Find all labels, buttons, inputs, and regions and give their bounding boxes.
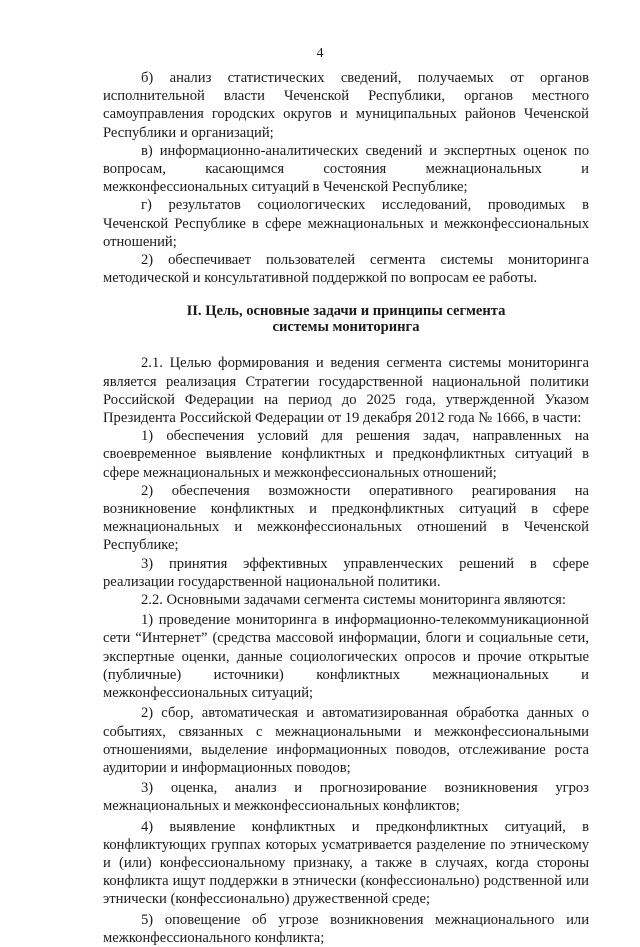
paragraph-2-2: 2.2. Основными задачами сегмента системы мониторинга являются: (141, 592, 566, 609)
paragraph-2-1-item-2: 2) обеспечения возможности оперативного реагирования на возникновение конфликтных и предконфликтных ситуаций в сфере межнациональных и межконфессиональных отношений в Чеченской Республике; (103, 482, 589, 554)
paragraph-2-2-item-5: 5) оповещение об угрозе возникновения межнационального или межконфессионального конфликта; (103, 911, 589, 946)
paragraph-item-v: в) информационно-аналитических сведений и экспертных оценок по вопросам, касающимся состояния межнациональных и межконфессиональных ситуаций в Чеченской Республике; (103, 142, 589, 196)
paragraph-item-b: б) анализ статистических сведений, получаемых от органов исполнительной власти Чеченской Республики, органов местного самоуправления городских округов и муниципальных районов Чеченской Республики и организаций; (103, 70, 589, 141)
paragraph-item-g: г) результатов социологических исследований, проводимых в Чеченской Республике в сфере межнациональных и межконфессиональных отношений; (103, 197, 589, 250)
section-heading-line-2: системы мониторинга (272, 319, 420, 336)
paragraph-2-1-item-1: 1) обеспечения условий для решения задач, направленных на своевременное выявление конфликтных и предконфликтных ситуаций в сфере межнациональных и межконфессиональных отношений; (103, 428, 589, 481)
paragraph-2-2-item-4: 4) выявление конфликтных и предконфликтных ситуаций, в конфликтующих группах которых усматривается разделение по этническому и (или) конфессиональному признаку, а также в случаях, когда стороны конфликта ищут поддержки в этнически (конфессионально) родственной или этнически (конфессионально) дружественной среде; (103, 818, 589, 908)
paragraph-2-1: 2.1. Целью формирования и ведения сегмента системы мониторинга является реализация Стратегии государственной национальной политики Российской Федерации на период до 2025 года, утвержденной Указом Президента Российской Федерации от 19 декабря 2012 года № 1666, в части: (103, 355, 589, 427)
page-number: 4 (316, 46, 324, 61)
paragraph-2-2-item-2: 2) сбор, автоматическая и автоматизированная обработка данных о событиях, связанных с межнациональными и межконфессиональными отношениями, выделение информационных поводов, отслеживание роста аудитории и информационных поводов; (103, 705, 589, 776)
paragraph-2-2-item-1: 1) проведение мониторинга в информационно-телекоммуникационной сети “Интернет” (средства массовой информации, блоги и социальные сети, экспертные оценки, данные социологических опросов и прочие открытые (публичные) источники) конфликтных межнациональных и межконфессиональных ситуаций; (103, 612, 589, 702)
paragraph-item-2: 2) обеспечивает пользователей сегмента системы мониторинга методической и консультативной поддержкой по вопросам ее работы. (103, 252, 589, 287)
document-body (103, 69, 589, 947)
section-heading (103, 303, 589, 335)
section-heading-line-1: II. Цель, основные задачи и принципы сегмента (186, 303, 506, 320)
paragraph-2-1-item-3: 3) принятия эффективных управленческих решений в сфере реализации государственной национальной политики. (103, 555, 589, 590)
paragraph-2-2-item-3: 3) оценка, анализ и прогнозирование возникновения угроз межнациональных и межконфессиональных конфликтов; (103, 780, 589, 815)
